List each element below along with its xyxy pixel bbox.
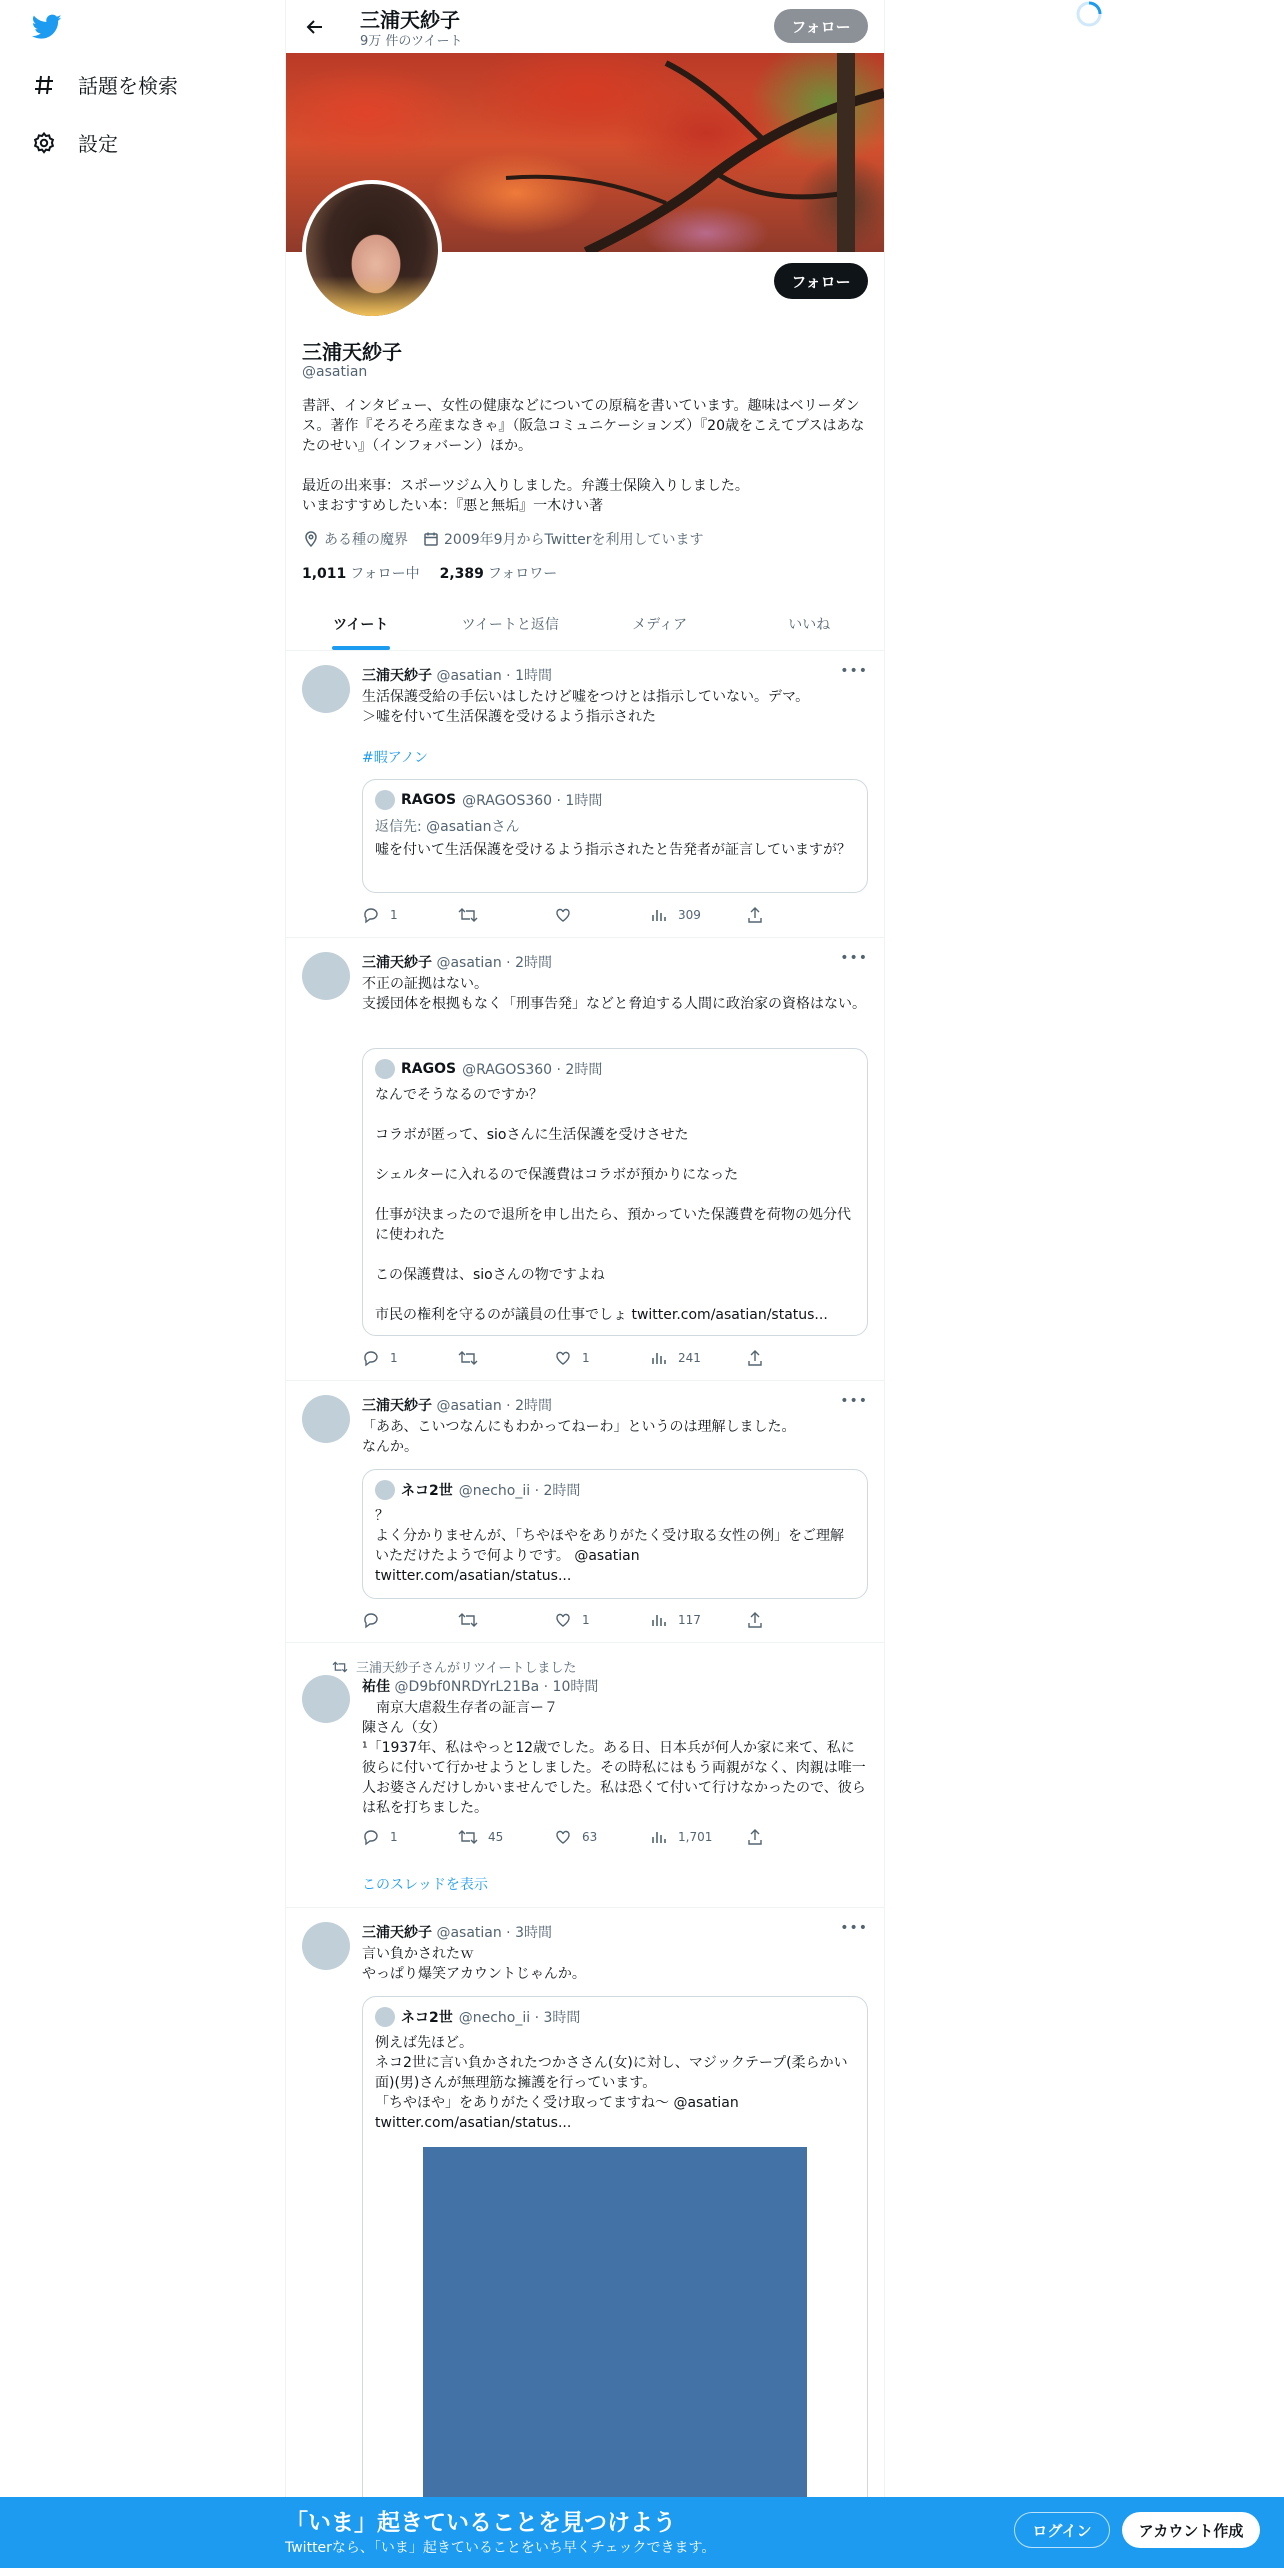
share-icon — [746, 1611, 764, 1629]
heart-icon — [554, 1611, 572, 1629]
arrow-left-icon — [305, 17, 325, 37]
followers-link[interactable]: 2,389 フォロワー — [439, 566, 558, 582]
retweet-button[interactable] — [458, 1611, 488, 1629]
reply-icon — [362, 1611, 380, 1629]
heart-icon — [554, 1828, 572, 1846]
more-icon[interactable]: ••• — [840, 1920, 868, 1936]
reply-button[interactable]: 1 — [362, 906, 398, 924]
bio-paragraph: 書評、インタビュー、女性の健康などについての原稿を書いています。趣味はベリーダンス。著作『そろそろ産まなきゃ』（阪急コミュニケーションズ）『20歳をこえてブスはあなたのせい』（インフォバーン）ほか。 — [302, 398, 865, 454]
tweet-actions — [362, 1828, 792, 1848]
retweet-button[interactable] — [458, 1349, 488, 1367]
tweet-text: 生活保護受給の手伝いはしたけど嘘をつけとは指示していない。デマ。 ＞嘘を付いて生活保護を受けるよう指示された — [362, 689, 810, 725]
location-text: ある種の魔界 — [324, 532, 408, 548]
top-header — [286, 0, 884, 53]
quote-text: 嘘を付いて生活保護を受けるよう指示されたと告発者が証言していますが？ — [375, 842, 851, 858]
tweet-text: 不正の証拠はない。 支援団体を根拠もなく「刑事告発」などと脅迫する人間に政治家の資格はない。 — [362, 976, 866, 1012]
profile-bio — [302, 396, 868, 536]
avatar[interactable] — [302, 1675, 350, 1723]
quote-header: ネコ2世 @necho_ii · 2時間 — [375, 1480, 580, 1500]
more-icon[interactable]: ••• — [840, 950, 868, 966]
back-button[interactable] — [298, 10, 332, 44]
follow-button[interactable]: フォロー — [774, 263, 868, 299]
nav-settings-label: 設定 — [78, 132, 118, 156]
tweet-header: 祐佳 @D9bf0NRDYrL21Ba · 10時間 — [362, 1679, 599, 1695]
reply-button[interactable] — [362, 1611, 390, 1629]
reply-button[interactable]: 1 — [362, 1828, 398, 1846]
tab-replies[interactable]: ツイートと返信 — [461, 617, 559, 633]
tweet-text: 「ああ、こいつなんにもわかってねーわ」というのは理解しました。 なんか。 — [362, 1419, 796, 1455]
header-name: 三浦天紗子 — [360, 8, 460, 32]
tab-media[interactable]: メディア — [632, 617, 688, 633]
tweet-header: 三浦天紗子 @asatian · 1時間 — [362, 668, 552, 684]
views-button[interactable]: 117 — [650, 1611, 701, 1629]
more-icon[interactable]: ••• — [840, 663, 868, 679]
hashtag-link[interactable]: #暇アノン — [362, 750, 429, 766]
tweet[interactable] — [286, 1643, 884, 1908]
like-button[interactable] — [554, 906, 582, 924]
share-button[interactable] — [746, 1828, 764, 1846]
nav-explore[interactable] — [32, 70, 178, 99]
joined-date — [422, 529, 703, 549]
tweet[interactable] — [286, 651, 884, 938]
tweet[interactable] — [286, 1381, 884, 1643]
quoted-tweet[interactable] — [362, 1048, 868, 1336]
quote-text: ？ よく分かりませんが、「ちやほやをありがたく受け取る女性の例」をご理解いただけたようで何よりです。 @asatian twitter.com/asatian/status... — [375, 1508, 844, 1584]
loading-spinner-icon — [1073, 0, 1105, 32]
tweet-text: 言い負かされたｗ やっぱり爆笑アカウントじゃんか。 — [362, 1946, 586, 1982]
like-button[interactable]: 1 — [554, 1611, 590, 1629]
bio-paragraph: 最近の出来事：スポーツジム入りしました。弁護士保険入りしました。 いまおすすめしたい本：『悪と無垢』一木けい著 — [302, 478, 749, 514]
show-thread-link[interactable]: このスレッドを表示 — [362, 1877, 488, 1893]
quote-avatar — [375, 790, 395, 810]
share-button[interactable] — [746, 906, 764, 924]
gear-icon — [32, 131, 56, 155]
share-icon — [746, 1828, 764, 1846]
share-icon — [746, 1349, 764, 1367]
signup-banner — [0, 2497, 1284, 2568]
quote-avatar — [375, 2007, 395, 2027]
profile-meta — [302, 529, 703, 549]
quoted-tweet[interactable] — [362, 779, 868, 893]
quote-header: RAGOS @RAGOS360 · 2時間 — [375, 1059, 602, 1079]
header-tweet-count: 9万 件のツイート — [360, 34, 463, 49]
location-pin-icon — [302, 530, 320, 548]
avatar[interactable] — [302, 1395, 350, 1443]
profile-column — [285, 0, 885, 2568]
avatar[interactable] — [302, 665, 350, 713]
views-icon — [650, 1611, 668, 1629]
share-icon — [746, 906, 764, 924]
tweet-header: 三浦天紗子 @asatian · 2時間 — [362, 1398, 552, 1414]
banner-title: 「いま」起きていることを見つけよう — [285, 2510, 676, 2536]
retweet-button[interactable]: 45 — [458, 1828, 503, 1846]
tweet-header: 三浦天紗子 @asatian · 3時間 — [362, 1925, 552, 1941]
tweet-actions — [362, 1611, 792, 1631]
quote-text: なんでそうなるのですか？ コラボが匿って、sioさんに生活保護を受けさせた シェルターに入れるので保護費はコラボが預かりになった 仕事が決まったので退所を申し出たら、預かっていた保護費を荷物の処分代に使われた この保護費は、sioさんの物ですよね 市民の権利を守るのが議員の仕事でしょ twitter.com/asatian/status... — [375, 1087, 851, 1323]
tweet-text: 南京大虐殺生存者の証言ー７ 陳さん（女） ¹「1937年、私はやっと12歳でした。ある日、日本兵が何人か家に来て、私に彼らに付いて行かせようとしました。その時私にはもう両親がなく、肉親は唯一人お婆さんだけしかいませんでした。私は恐くて付いて行けなかったので、彼らは私を打ちました。 — [362, 1700, 866, 1816]
quote-media-image[interactable] — [423, 2147, 807, 2527]
tweet[interactable] — [286, 938, 884, 1381]
retweet-icon — [458, 906, 478, 924]
joined-text: 2009年9月からTwitterを利用しています — [444, 532, 704, 548]
like-button[interactable]: 63 — [554, 1828, 597, 1846]
reply-button[interactable]: 1 — [362, 1349, 398, 1367]
retweet-icon — [458, 1611, 478, 1629]
tab-tweets[interactable]: ツイート — [286, 598, 436, 650]
location — [302, 529, 408, 549]
quote-text: 例えば先ほど。 ネコ2世に言い負かされたつかささん(女)に対し、マジックテープ(柔らかい面)(男)さんが無理筋な擁護を行っています。 「ちやほや」をありがたく受け取ってますね〜 @asatian twitter.com/asatian/status... — [375, 2035, 848, 2131]
retweet-button[interactable] — [458, 906, 488, 924]
quoted-tweet[interactable] — [362, 1469, 868, 1599]
login-button[interactable]: ログイン — [1014, 2512, 1110, 2548]
heart-icon — [554, 1349, 572, 1367]
profile-name: 三浦天紗子 — [302, 340, 402, 364]
follow-stats — [302, 563, 557, 583]
avatar[interactable] — [302, 1922, 350, 1970]
quote-avatar — [375, 1480, 395, 1500]
tweet[interactable] — [286, 1908, 884, 2568]
profile-handle: @asatian — [302, 364, 368, 380]
views-button[interactable]: 241 — [650, 1349, 701, 1367]
retweet-icon — [458, 1349, 478, 1367]
tab-likes[interactable]: いいね — [788, 617, 831, 633]
profile-avatar[interactable] — [302, 180, 442, 320]
retweet-context: 三浦天紗子さんがリツイートしました — [332, 1657, 576, 1676]
banner-subtitle: Twitterなら、「いま」起きていることをいち早くチェックできます。 — [285, 2540, 716, 2556]
reply-icon — [362, 1349, 380, 1367]
tweet-actions — [362, 1349, 792, 1369]
following-link[interactable]: 1,011 フォロー中 — [302, 566, 420, 582]
hashtag-icon — [32, 73, 56, 97]
reply-icon — [362, 906, 380, 924]
tweet-actions — [362, 906, 792, 926]
share-button[interactable] — [746, 1349, 764, 1367]
views-icon — [650, 906, 668, 924]
reply-to: 返信先: @asatianさん — [375, 819, 520, 835]
views-button[interactable]: 309 — [650, 906, 701, 924]
nav-settings[interactable] — [32, 128, 118, 157]
share-button[interactable] — [746, 1611, 764, 1629]
avatar[interactable] — [302, 952, 350, 1000]
views-icon — [650, 1828, 668, 1846]
more-icon[interactable]: ••• — [840, 1393, 868, 1409]
quote-header: RAGOS @RAGOS360 · 1時間 — [375, 790, 602, 810]
quoted-tweet[interactable] — [362, 1996, 868, 2568]
twitter-logo-icon[interactable] — [32, 14, 62, 40]
tweet-header: 三浦天紗子 @asatian · 2時間 — [362, 955, 552, 971]
header-follow-button[interactable]: フォロー — [774, 9, 868, 43]
retweet-icon — [332, 1660, 348, 1674]
reply-icon — [362, 1828, 380, 1846]
like-button[interactable]: 1 — [554, 1349, 590, 1367]
signup-button[interactable]: アカウント作成 — [1122, 2512, 1260, 2548]
calendar-icon — [422, 530, 440, 548]
quote-avatar — [375, 1059, 395, 1079]
heart-icon — [554, 906, 572, 924]
views-button[interactable]: 1,701 — [650, 1828, 712, 1846]
profile-tabs — [286, 598, 884, 651]
views-icon — [650, 1349, 668, 1367]
nav-explore-label: 話題を検索 — [78, 74, 178, 98]
retweet-icon — [458, 1828, 478, 1846]
quote-header: ネコ2世 @necho_ii · 3時間 — [375, 2007, 580, 2027]
